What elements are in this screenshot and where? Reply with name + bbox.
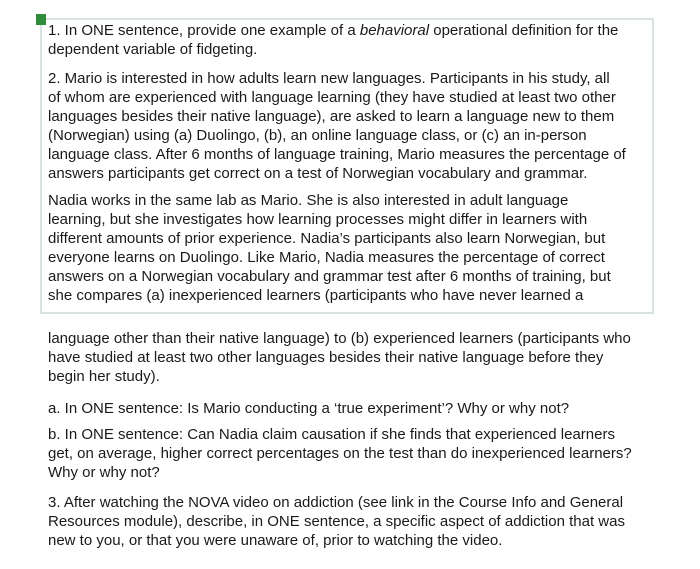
- question-2-line: answers participants get correct on a test of Norwegian vocabulary and grammar.: [48, 165, 588, 182]
- question-3-line: 3. After watching the NOVA video on addiction (see link in the Course Info and General: [48, 494, 624, 511]
- question-2-line: 2. Mario is interested in how adults learn new languages. Participants in his study, all: [48, 70, 610, 87]
- nadia-line: learning, but she investigates how learning processes might differ in learners with: [48, 211, 588, 228]
- question-a-line: a. In ONE sentence: Is Mario conducting a ‘true experiment’? Why or why not?: [48, 400, 570, 417]
- question-b-line: Why or why not?: [48, 464, 160, 481]
- question-3-line: Resources module), describe, in ONE sentence, a specific aspect of addiction that was: [48, 513, 625, 530]
- nadia-line: Nadia works in the same lab as Mario. She is also interested in adult language: [48, 192, 569, 209]
- question-b: [48, 425, 632, 482]
- question-1-line-2: dependent variable of fidgeting.: [48, 41, 258, 58]
- nadia-paragraph: [48, 191, 611, 305]
- question-3: [48, 493, 625, 550]
- question-2-mario: [48, 69, 626, 183]
- cursor-marker-icon: [36, 14, 46, 25]
- question-2-line: (Norwegian) using (a) Duolingo, (b), an online language class, or (c) an in-person: [48, 127, 587, 144]
- nadia-continuation-line: have studied at least two other languages besides their native language before they: [48, 349, 604, 366]
- question-3-line: new to you, or that you were unaware of, prior to watching the video.: [48, 532, 503, 549]
- question-b-line: b. In ONE sentence: Can Nadia claim causation if she finds that experienced learners: [48, 426, 615, 443]
- nadia-paragraph-continuation: [48, 329, 631, 386]
- question-b-line: get, on average, higher correct percentages on the test than do inexperienced learners?: [48, 445, 632, 462]
- nadia-continuation-line: begin her study).: [48, 368, 160, 385]
- question-2-line: languages besides their native language), are asked to learn a language new to them: [48, 108, 615, 125]
- nadia-line: everyone learns on Duolingo. Like Mario, Nadia measures the percentage of correct: [48, 249, 605, 266]
- question-1: [48, 21, 618, 59]
- behavioral-emphasis: behavioral: [359, 22, 430, 39]
- nadia-line: different amounts of prior experience. Nadia’s participants also learn Norwegian, but: [48, 230, 606, 247]
- nadia-continuation-line: language other than their native language) to (b) experienced learners (participants who: [48, 330, 631, 347]
- nadia-line: she compares (a) inexperienced learners (participants who have never learned a: [48, 287, 584, 304]
- question-1-line-1: 1. In ONE sentence, provide one example of a behavioral operational definition for the: [48, 22, 619, 39]
- question-2-line: language class. After 6 months of language training, Mario measures the percentage of: [48, 146, 626, 163]
- question-2-line: of whom are experienced with language learning (they have studied at least two other: [48, 89, 616, 106]
- nadia-line: answers on a Norwegian vocabulary and grammar test after 6 months of training, but: [48, 268, 611, 285]
- question-a: [48, 399, 569, 418]
